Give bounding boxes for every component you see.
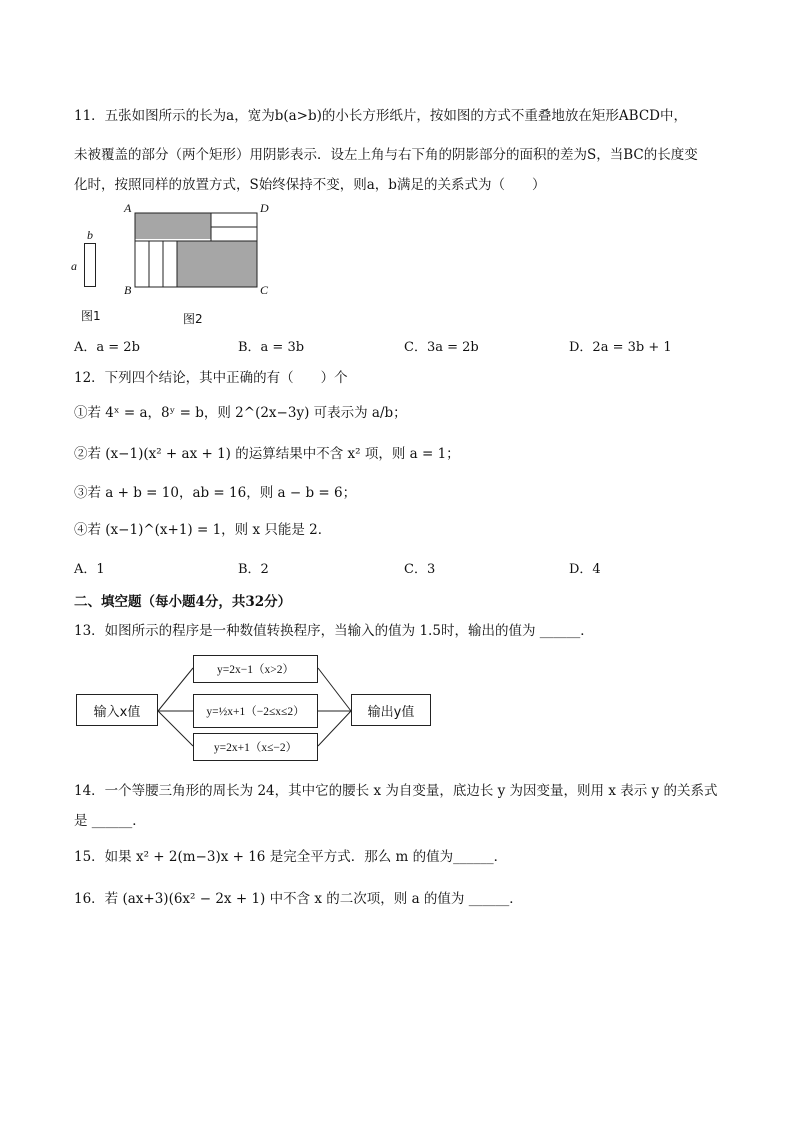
q12-stem: 12．下列四个结论，其中正确的有（ ）个	[74, 370, 348, 386]
branch-mid-box: y=½x+1（−2≤x≤2）	[193, 694, 318, 728]
connector-out-top	[318, 668, 351, 711]
fig1-label-b: b	[87, 228, 93, 242]
connector-out-bot	[318, 711, 351, 746]
q12-statement-1: ①若 4ˣ = a，8ʸ = b，则 2^(2x−3y) 可表示为 a/b；	[74, 405, 407, 421]
q11-option-b: B．a = 3b	[238, 340, 305, 355]
q11-option-a: A．a = 2b	[74, 340, 140, 355]
q12-option-b: B．2	[238, 562, 269, 577]
q14-line2: 是 ______．	[74, 813, 146, 829]
branch-top-box: y=2x−1（x>2）	[193, 655, 318, 683]
corner-d: D	[260, 201, 269, 215]
q12-option-d: D．4	[569, 562, 601, 577]
q14-line1: 14．一个等腰三角形的周长为 24，其中它的腰长 x 为自变量，底边长 y 为因变量，则用 x 表示 y 的关系式	[74, 783, 718, 799]
q12-statement-3: ③若 a + b = 10，ab = 16，则 a − b = 6；	[74, 485, 357, 501]
corner-b: B	[124, 283, 132, 297]
q11-option-d: D．2a = 3b + 1	[569, 340, 672, 355]
fig2-caption: 图2	[183, 312, 203, 326]
q12-statement-2: ②若 (x−1)(x² + ax + 1) 的运算结果中不含 x² 项，则 a = 1；	[74, 446, 460, 462]
q13-stem: 13．如图所示的程序是一种数值转换程序，当输入的值为 1.5时，输出的值为 ______．	[74, 623, 594, 639]
shade-bottom-right	[177, 241, 257, 287]
q12-option-a: A．1	[74, 562, 105, 577]
input-box: 输入x值	[76, 694, 158, 726]
fig1-caption: 图1	[81, 309, 101, 323]
q11-line2: 未被覆盖的部分（两个矩形）用阴影表示．设左上角与右下角的阴影部分的面积的差为S，当BC的长度变	[74, 147, 698, 163]
q12-option-c: C．3	[404, 562, 436, 577]
q15-text: 15．如果 x² + 2(m−3)x + 16 是完全平方式．那么 m 的值为______．	[74, 849, 508, 865]
q12-statement-4: ④若 (x−1)^(x+1) = 1，则 x 只能是 2．	[74, 522, 332, 538]
connector-in-bot	[158, 711, 193, 746]
q11-line3: 化时，按照同样的放置方式，S始终保持不变，则a，b满足的关系式为（ ）	[74, 177, 546, 193]
connector-in-top	[158, 668, 193, 711]
corner-c: C	[260, 283, 269, 297]
section-heading: 二、填空题（每小题4分，共32分）	[74, 594, 292, 610]
fig1-rectangle	[84, 243, 96, 287]
q11-option-c: C．3a = 2b	[404, 340, 479, 355]
corner-a: A	[124, 201, 132, 215]
output-box: 输出y值	[351, 694, 431, 726]
branch-bot-box: y=2x+1（x≤−2）	[193, 733, 318, 761]
q11-line1: 11．五张如图所示的长为a，宽为b(a>b)的小长方形纸片，按如图的方式不重叠地放在矩形ABCD中，	[74, 108, 687, 124]
fig2-diagram	[120, 198, 280, 302]
fig1-label-a: a	[71, 259, 77, 273]
q16-text: 16．若 (ax+3)(6x² − 2x + 1) 中不含 x 的二次项，则 a 的值为 ______．	[74, 891, 523, 907]
shade-top-left	[135, 213, 211, 239]
